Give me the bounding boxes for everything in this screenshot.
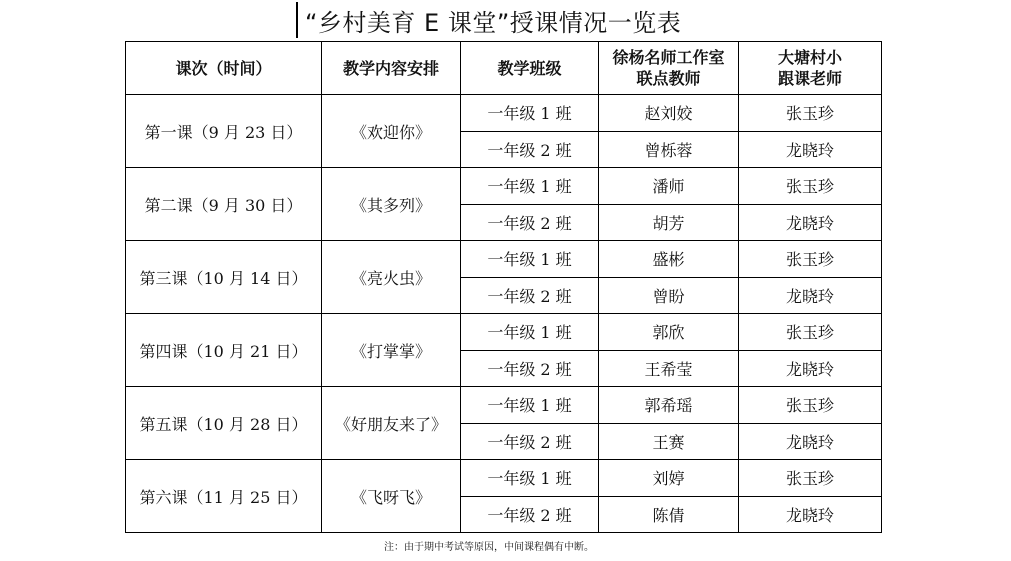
- class-cell: 一年级 1 班: [461, 241, 599, 278]
- lesson-cell: 第六课（11 月 25 日）: [126, 460, 322, 533]
- teacher-cell: 王希莹: [599, 350, 739, 387]
- content-cell: 《欢迎你》: [322, 95, 461, 168]
- header-follow-line1: 大塘村小: [777, 48, 842, 67]
- teacher-cell: 曾盼: [599, 277, 739, 314]
- follow-teacher-cell: 龙晓玲: [739, 496, 882, 533]
- follow-teacher-cell: 龙晓玲: [739, 423, 882, 460]
- content-cell: 《其多列》: [322, 168, 461, 241]
- follow-teacher-cell: 龙晓玲: [739, 131, 882, 168]
- table-row: [126, 314, 882, 351]
- teacher-cell: 赵刘姣: [599, 95, 739, 132]
- class-cell: 一年级 1 班: [461, 314, 599, 351]
- lesson-cell: 第一课（9 月 23 日）: [126, 95, 322, 168]
- header-content: 教学内容安排: [322, 42, 461, 95]
- follow-teacher-cell: 张玉珍: [739, 168, 882, 205]
- follow-teacher-cell: 张玉珍: [739, 95, 882, 132]
- header-teacher-line2: 联点教师: [636, 69, 701, 88]
- teacher-cell: 郭欣: [599, 314, 739, 351]
- teacher-cell: 陈倩: [599, 496, 739, 533]
- class-cell: 一年级 1 班: [461, 95, 599, 132]
- class-cell: 一年级 2 班: [461, 350, 599, 387]
- table-row: [126, 95, 882, 132]
- table-row: [126, 460, 882, 497]
- teacher-cell: 刘婷: [599, 460, 739, 497]
- follow-teacher-cell: 张玉珍: [739, 460, 882, 497]
- follow-teacher-cell: 龙晓玲: [739, 350, 882, 387]
- content-cell: 《亮火虫》: [322, 241, 461, 314]
- class-cell: 一年级 2 班: [461, 496, 599, 533]
- header-row: [126, 42, 882, 95]
- class-cell: 一年级 2 班: [461, 423, 599, 460]
- follow-teacher-cell: 张玉珍: [739, 314, 882, 351]
- header-follow-line2: 跟课老师: [777, 69, 842, 88]
- follow-teacher-cell: 张玉珍: [739, 241, 882, 278]
- class-cell: 一年级 1 班: [461, 168, 599, 205]
- class-cell: 一年级 2 班: [461, 131, 599, 168]
- teacher-cell: 潘师: [599, 168, 739, 205]
- lesson-cell: 第三课（10 月 14 日）: [126, 241, 322, 314]
- header-follow: [739, 42, 882, 95]
- follow-teacher-cell: 龙晓玲: [739, 204, 882, 241]
- content-cell: 《打掌掌》: [322, 314, 461, 387]
- teacher-cell: 王赛: [599, 423, 739, 460]
- teacher-cell: 曾栎蓉: [599, 131, 739, 168]
- schedule-table: [125, 41, 882, 533]
- lesson-cell: 第二课（9 月 30 日）: [126, 168, 322, 241]
- footnote: 注：由于期中考试等原因，中间课程偶有中断。: [384, 542, 594, 553]
- teacher-cell: 胡芳: [599, 204, 739, 241]
- header-lesson: 课次（时间）: [126, 42, 322, 95]
- content-cell: 《飞呀飞》: [322, 460, 461, 533]
- table-row: [126, 387, 882, 424]
- class-cell: 一年级 1 班: [461, 460, 599, 497]
- teacher-cell: 盛彬: [599, 241, 739, 278]
- table-row: [126, 168, 882, 205]
- page-title: “乡村美育 E 课堂”授课情况一览表: [305, 9, 682, 37]
- class-cell: 一年级 2 班: [461, 277, 599, 314]
- header-teacher: [599, 42, 739, 95]
- follow-teacher-cell: 龙晓玲: [739, 277, 882, 314]
- header-teacher-line1: 徐杨名师工作室: [612, 48, 725, 67]
- content-cell: 《好朋友来了》: [322, 387, 461, 460]
- class-cell: 一年级 2 班: [461, 204, 599, 241]
- lesson-cell: 第五课（10 月 28 日）: [126, 387, 322, 460]
- header-class: 教学班级: [461, 42, 599, 95]
- teacher-cell: 郭希瑶: [599, 387, 739, 424]
- table-row: [126, 241, 882, 278]
- class-cell: 一年级 1 班: [461, 387, 599, 424]
- follow-teacher-cell: 张玉珍: [739, 387, 882, 424]
- lesson-cell: 第四课（10 月 21 日）: [126, 314, 322, 387]
- title-divider: [296, 2, 298, 38]
